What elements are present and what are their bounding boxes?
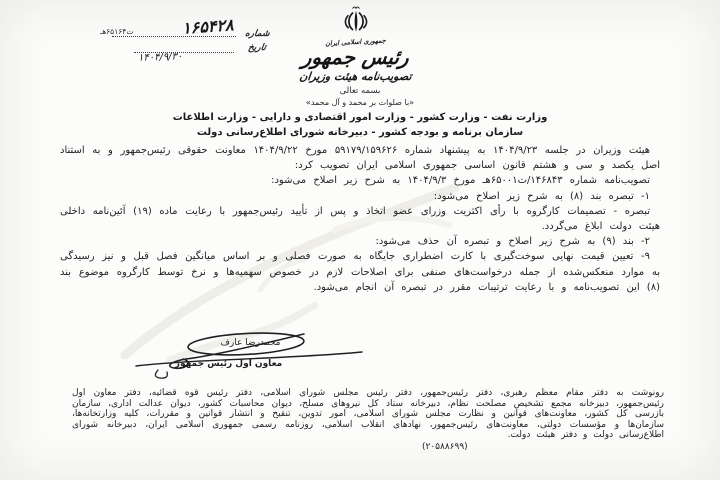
besmeleh-line: بسمه تعالی (339, 86, 381, 96)
addressee-line-1: وزارت نفت - وزارت کشور - وزارت امور اقتصادی و دارایی - وزارت اطلاعات (172, 112, 548, 123)
letterhead (278, 4, 433, 83)
body-item1-heading: ۱- تبصره بند (۸) به شرح زیر اصلاح می‌شود: (433, 190, 650, 202)
signature-title: معاون اول رئیس جمهور (174, 359, 283, 369)
signature-scribble (128, 326, 368, 386)
stamp-number-suffix: ت۶۵۱۶۴هـ (100, 27, 134, 36)
decree-body (60, 143, 660, 295)
stamp-number-value: ۱۶۵۴۲۸ (181, 15, 235, 38)
stamp-number-label: شماره (244, 29, 271, 39)
body-intro: هیئت وزیران در جلسه ۱۴۰۴/۹/۲۳ به پیشنهاد شماره ۵۹۱۷۹/۱۵۹۶۲۶ مورخ ۱۴۰۴/۹/۲۲ معاونت حقوقی رئیس‌جمهور و به استناد اصل یکصد و سی و هشتم قانون اساسی جمهوری اسلامی ایران تصویب کرد: (60, 145, 660, 172)
stamp-date-value: ۱۴۰۴/۹/۳۰ (137, 51, 183, 64)
stamp-number-row (100, 12, 270, 42)
footer-cc-text: رونوشت به دفتر مقام معظم رهبری، دفتر رئیس‌جمهور، دفتر رئیس مجلس شورای اسلامی، دفتر رئیس قوه قضائیه، دفتر معاون اول رئیس‌جمهور، دبیرخانه مجمع تشخیص مصلحت نظام، دبیرخانه ستاد کل نیروهای مسلح، دیوان محاسبات کشور، دیوان عدالت اداری، سازمان بازرسی کل کشور، معاونت‌های قوانین و نظارت مجلس شورای اسلامی، امور تدوین، تنقیح و انتشار قوانین و مقررات، کلیه وزارتخانه‌ها، سازمان‌ها و مؤسسات دولتی، معاونت‌های رئیس‌جمهور، نهادهای انقلاب اسلامی، روزنامه رسمی جمهوری اسلامی ایران، دبیرخانه شورای اطلاع‌رسانی دولت و دفتر هیئت دولت. (72, 388, 664, 441)
signature-name: محمدرضا عارف (220, 338, 281, 348)
stamp-date-label: تاریخ (247, 43, 267, 53)
stamp-date-row (100, 42, 270, 68)
footer-distribution (72, 388, 664, 453)
body-item1-text: تبصره - تصمیمات کارگروه با رأی اکثریت وزرای عضو اتخاذ و پس از تأیید رئیس‌جمهور با رعایت ماده (۱۹) آئین‌نامه داخلی هیئت دولت ابلاغ می‌گردد. (60, 205, 660, 233)
letterhead-country: جمهوری اسلامی ایران (324, 36, 387, 48)
registration-stamp (100, 12, 270, 68)
addressees (0, 111, 720, 140)
stamp-number-dotted-line (112, 36, 236, 37)
body-item2-heading: ۲- بند (۹) به شرح زیر اصلاح و تبصره آن حذف می‌شود: (375, 236, 650, 248)
body-amendment-line: تصویب‌نامه شماره ۱۴۶۸۴۳/ت۶۵۰۰۱هـ مورخ ۱۴۰۴/۹/۳ به شرح زیر اصلاح می‌شود: (271, 175, 650, 187)
footer-ref-number: (۲۰۵۸۸۶۹۹) (422, 441, 468, 452)
letterhead-president-title: رئیس جمهور (300, 45, 411, 69)
signature-block (128, 326, 368, 386)
body-item2-text: ۹- تعیین قیمت نهایی سوخت‌گیری با کارت اضطراری جایگاه به صورت فصلی و بر اساس میانگین فصل قبل و نیز رسیدگی به موارد منعکس‌شده از جمله درخواست‌های صنفی برای اصلاحات لازم در خصوص سهمیه‌ها و نرخ توسط کارگروه موضوع بند (۸) این تصویب‌نامه و با رعایت ترتیبات مقرر در تبصره آن انجام می‌شود. (60, 251, 660, 293)
iran-national-emblem-icon (339, 4, 373, 36)
salawat-line: «با صلوات بر محمد و آل محمد» (305, 98, 415, 107)
letterhead-decree-subtitle: تصویب‌نامه هیئت وزیران (298, 70, 413, 83)
addressee-line-2: سازمان برنامه و بودجه کشور - دبیرخانه شورای اطلاع‌رسانی دولت (196, 126, 524, 138)
